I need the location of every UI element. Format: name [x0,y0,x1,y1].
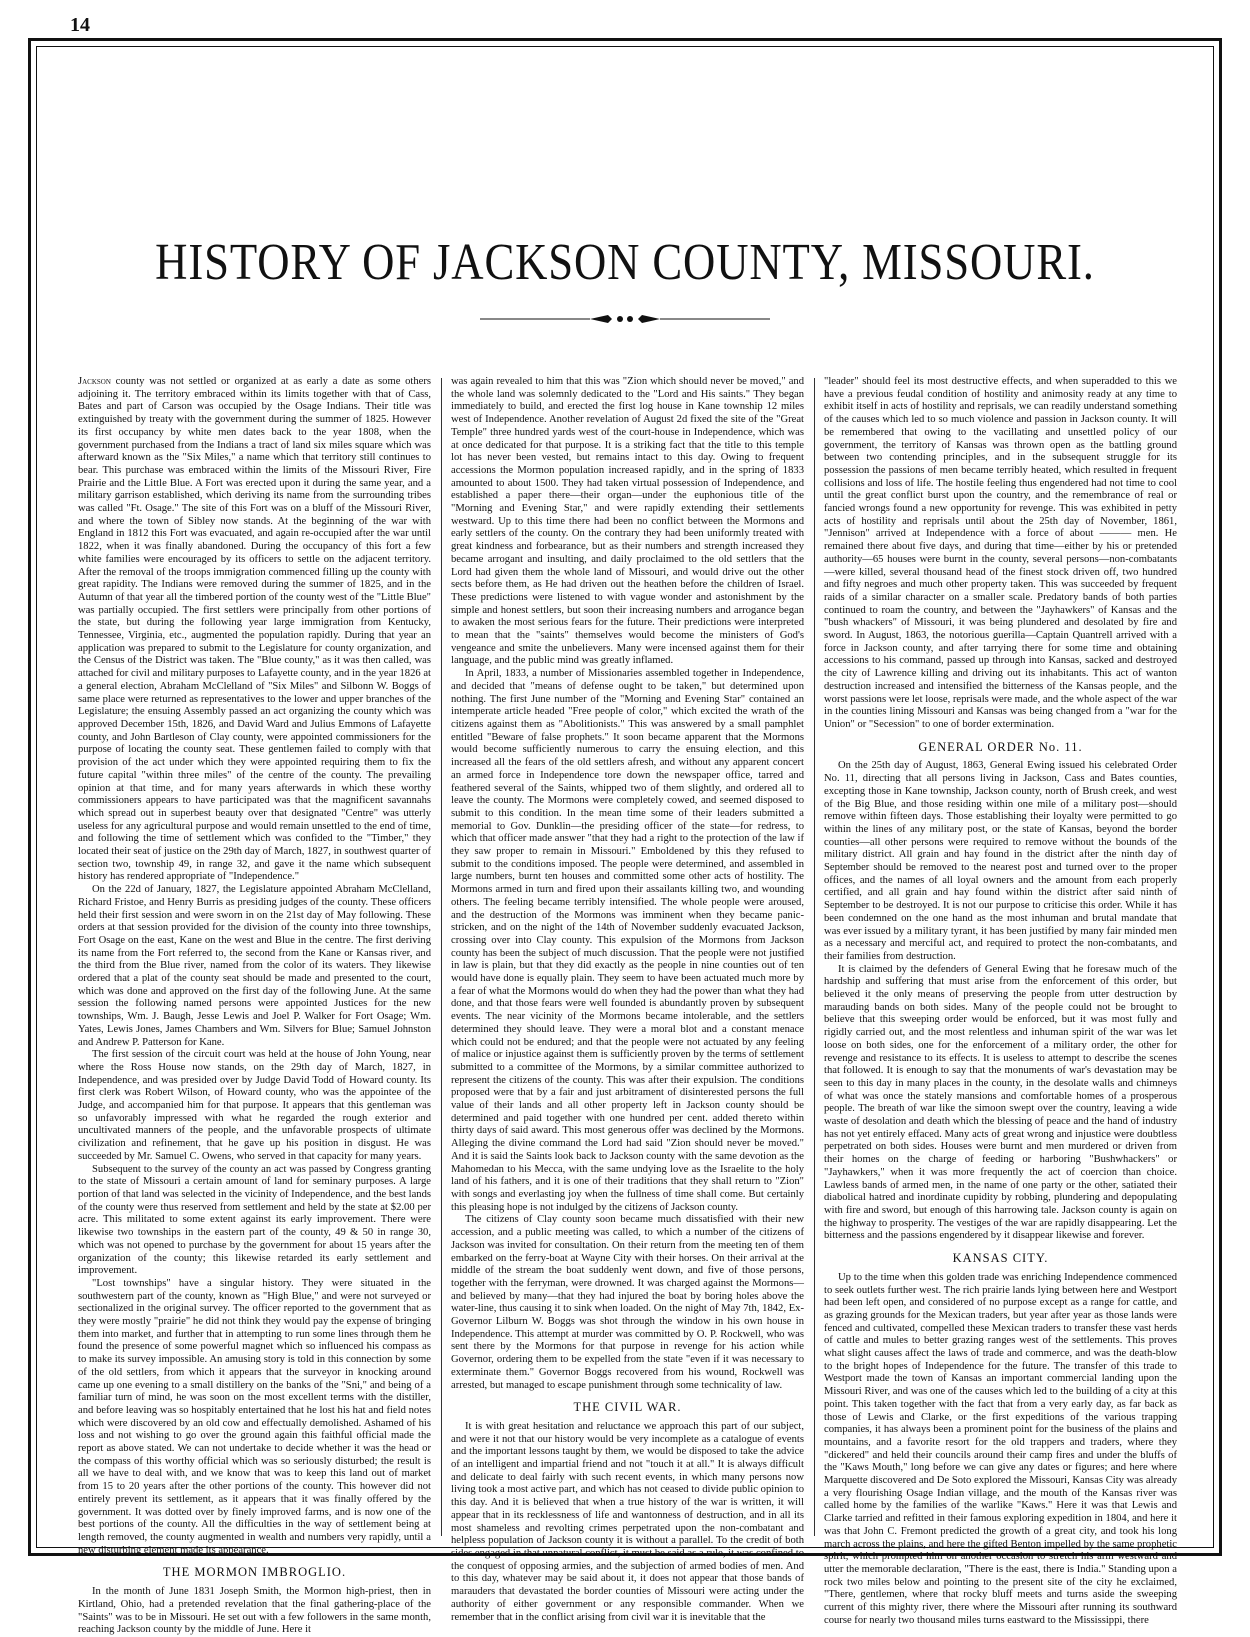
paragraph-text: county was not settled or organized at as early a date as some others adjoining it. The territory embraced within its limits together with that of Cass, Bates and part of Carson was occupied by the Osage Indians. Their title was extinguished by treaty with the government during the summer of 1825. However its first occupancy by white men dates back to the year 1808, when the government purchased from the Indians a tract of land six miles square which was afterward known as the "Six Miles," a name which that territory still continues to bear. This purchase was embraced within the limits of the Missouri River, Fire Prairie and the Little Blue. A Fort was erected upon it during the same year, and a military garrison established, which deriving its name from the surrounding tribes was called "Ft. Osage." The site of this Fort was on a bluff of the Missouri River, and where the town of Sibley now stands. At the beginning of the war with England in 1812 this Fort was evacuated, and again re-occupied after the war until 1822, when it was finally abandoned. During the occupancy of this fort a few white families were encouraged by its officers to settle on the adjacent territory. After the removal of the troops immigration commenced filling up the county with great rapidity. The Indians were removed during the summer of 1825, and in the Autumn of that year all the timbered portion of the county west of the "Little Blue" was partially occupied. The first settlers were principally from other portions of the state, but during the following year large immigration from Kentucky, Tennessee, Virginia, etc., augmented the population rapidly. During that year an application was prepared to submit to the Legislature for county organization, and the Census of the District was taken. The "Blue county," as it was then called, was attached for civil and military purposes to Lafayette county, and in the year 1826 at a general election, Abraham McClelland of "Six Miles" and Silbonn W. Boggs of same place were returned as representatives to the lower and upper branches of the Legislature; the ensuing Assembly passed an act organizing the county which was approved December 15th, 1826, and David Ward and Julius Emmons of Lafayette county, and John Bartleson of Clay county, were appointed commissioners for the purpose of locating the county seat. These gentlemen failed to comply with that provision of the act under which they were appointed requiring them to fix the future capital "within three miles" of the centre of the county. The prevailing opinion at that time, and for many years afterwards in which these worthy commissioners appears to have participated was that the magnificent savannahs which spread out in superbest beauty over that designated "Centre" was utterly useless for any agricultural purpose and would remain unsettled to the end of time, and following the time of settlement which was confided to the "Timber," they located their seat of justice on the 29th day of March, 1827, in southwest quarter of section two, township 49, in range 32, and gave it the name which subsequent history has rendered appropriate of "Independence." [78,376,432,883]
section-heading-civil-war: THE CIVIL WAR. [573,1400,682,1415]
section-heading-mormon: THE MORMON IMBROGLIO. [162,1565,347,1580]
paragraph: On the 25th day of August, 1863, General Ewing issued his celebrated Order No. 11, directing that all persons living in Jackson, Cass and Bates counties, excepting those in Kane township, Jackson county, north of Brush creek, and west of the Big Blue, and those residing within one mile of a military post—should remove within fifteen days. Those establishing their loyalty were permitted to go within the lines of any military post, or the state of Kansas, beyond the border counties—all other persons were required to remove without the bounds of the military district. All grain and hay found in the district after the ninth day of September should be removed to the nearest post and turned over to the proper offices, and the names of all loyal owners and the amount from each properly certified, and all grain and hay found within the district after said ninth of September to be destroyed. It is not our purpose to criticise this order. While it has been condemned on the one hand as the most inhuman and brutal mandate that was ever issued by a military tyrant, it has been justified by many fair minded men as a necessary and merciful act, and required to protect the non-combatants, and their families from destruction. [824,760,1177,962]
paragraph: Subsequent to the survey of the county an act was passed by Congress granting to the state of Missouri a certain amount of land for seminary purposes. A large portion of that land was selected in the vicinity of Independence, and the best lands of the county were thus reserved from settlement and held by the state at $2.00 per acre. This militated to some extent against its early improvement. There were likewise two townships in the eastern part of the county, 49 & 50 in range 30, which was not opened to purchase by the government for about 15 years after the organization of the county; this likewise retarded its early settlement and improvement. [78,1163,431,1277]
column-1 [78,376,432,1636]
ornament-divider [480,312,770,326]
paragraph: In the month of June 1831 Joseph Smith, the Mormon high-priest, then in Kirtland, Ohio, had a pretended revelation that the final gathering-place of the "Saints" was to be in Missouri. He set out with a few followers in the same month, reaching Jackson county by the middle of June. Here it [78,1586,431,1636]
paragraph: The citizens of Clay county soon became much dissatisfied with their new accession, and a public meeting was called, to which a number of the citizens of Jackson was invited for consultation. On their return from the meeting ten of them embarked on the ferry-boat at Wayne City with their horses. On their arrival at the middle of the stream the boat suddenly went down, and five of those persons, together with the ferryman, were drowned. It was charged against the Mormons—and believed by many—that they had injured the boat by boring holes above the water-line, thus causing it to sink when loaded. On the night of May 7th, 1842, Ex-Governor Lilburn W. Boggs was shot through the window in his own house in Independence. This attempt at murder was committed by O. P. Rockwell, who was sent there by the Mormons for that purpose in revenge for his action while Governor, ordering them to be expelled from the state "even if it was necessary to exterminate them." Governor Boggs recovered from his wound, Rockwell was arrested, but managed to escape punishment through some technicality of law. [451,1214,804,1391]
column-2 [451,376,804,1623]
section-heading-kansas-city: KANSAS CITY. [952,1251,1049,1266]
paragraph: "Lost townships" have a singular history. They were situated in the southwestern part of the county, known as "High Blue," and were not surveyed or sectionalized in the original survey. The officer reported to the government that as they were mostly "prairie" he did not think they would pay the expense of bringing them into market, and further that in attempting to run some lines through them he found the presence of some powerful magnet which so influenced his compass as to make its survey impossible. An amusing story is told in this connection by some of the old settlers, from which it appears that the surveyor in knocking around came up one evening to a small distillery on the banks of the "Sni," and being of a familiar turn of mind, he was soon on the most excellent terms with the distiller, and before leaving was so hospitably entertained that he lost his hat and field notes which were discovered by an old cow and effectually demolished. Ashamed of his loss and not wishing to go over the ground again this faithful official made the report as above stated. We can not undertake to decide whether it was the head or the compass of this worthy official which was so seriously disturbed; the result is all we have to deal with, and we know that was to keep this land out of market from 15 to 20 years after the other portions of the county. This however did not entirely prevent its settlement, as it appears that it was finally offered by the government. It was dotted over by finely improved farms, and is now one of the best portions of the county. All the difficulties in the way of settlement being at length removed, the county augmented in wealth and numbers very rapidly, until a new disturbing element made its appearance. [78,1277,431,1556]
paragraph: It is with great hesitation and reluctance we approach this part of our subject, and were it not that our history would be very incomplete as a catalogue of events and the important lessons taught by them, we would be disposed to take the advice of an intelligent and impartial friend and not "touch it at all." It is always difficult and delicate to deal fairly with such recent events, in which many persons now living took a most active part, and which has not ceased to divide public opinion to this day. And it is believed that when a true history of the war is written, it will appear that in its recklessness of life and wantonness of destruction, and in all its most shameless and revolting crimes perpetrated upon the non-combatant and helpless population of Jackson county it is without a parallel. To the credit of both sides engaged in that unnatural conflict, it must be said as a rule, it was confined to the conquest of opposing armies, and the subjection of armed bodies of men. And to this day, whatever may be said about it, it does not appear that those bands of marauders that devastated the border counties of Missouri were acting under the authority of either government or any responsible commander. When we remember that in the conflict arising from civil war it is inevitable that the [451,1420,804,1623]
column-3 [824,376,1178,1626]
paragraph: Up to the time when this golden trade was enriching Independence commenced to seek outlets further west. The rich prairie lands lying between here and Westport had been left open, and considered of no purpose except as a range for cattle, and as grazing grounds for the Mexican traders, but year after year as those lands were fenced and cultivated, compelled these Mexican traders to transfer these vast herds of cattle and mules to better grazing ranges west of the settlements. This proves what slight causes affect the laws of trade and commerce, and was the death-blow to the bright hopes of Independence for the future. The transfer of this trade to Westport made the town of Kansas an important commercial landing upon the Missouri River, and was one of the causes which led to the building of a city at this point. This taken together with the fact that from a very early day, as far back as those of Lewis and Clarke, or the first expeditions of the various trapping companies, it has always been a prominent point for the business of the plains and mountains, and a favorite resort for the old trappers and traders, where they "dickered" and held their councils around their camp fires and under the bluffs of the "Kaws Mouth," long before we can give any dates or figures; and here where Marquette discovered and De Soto explored the Missouri, Kansas City was already a very flourishing Osage Indian village, and the mouth of the Kansas river was called home by the families of the warlike "Kaws." Here it was that Lewis and Clarke tarried and refitted in their famous exploring expedition in 1804, and here it was that John C. Fremont predicted the growth of a great city, and took his long march across the plains, and here the gifted Benton impelled by the same prophetic spirit, which prompted him on another occasion to stretch his arm westward and utter the memorable declaration, "There is the east, there is India." Standing upon a rock two miles below and pointing to the present site of the city he exclaimed, "There, gentlemen, where that rocky bluff meets and turns aside the sweeping current of this mighty river, there where the Missouri after running its southward course for nearly two thousand miles turns eastward to the Mississippi, there [824,1271,1177,1626]
article-body [78,376,1178,1636]
section-heading-general-order: GENERAL ORDER No. 11. [918,739,1083,754]
lead-word: Jackson [78,376,111,387]
page-title: HISTORY OF JACKSON COUNTY, MISSOURI. [155,233,1095,291]
paragraph: On the 22d of January, 1827, the Legislature appointed Abraham McClelland, Richard Fristoe, and Henry Burris as presiding judges of the county. These officers held their first session and were sworn in on the 21st day of May following. These orders at that session provided for the division of the county into three townships, Fort Osage on the east, Kane on the west and Blue in the centre. The first deriving its name from the Fort referred to, the second from the Kane or Kansas river, and the third from the Blue river, named from the color of its waters. They likewise ordered that a plat of the county seat should be made and presented to the court, which was done and approved on the first day of the following June. At the same session the following named persons were appointed Justices for the new townships, Wm. J. Baugh, Jesse Lewis and Joel P. Walker for Fort Osage; Wm. Yates, Lewis Jones, James Chambers and Wm. Silvers for Blue; Samuel Johnston and Andrew P. Patterson for Kane. [78,884,431,1048]
paragraph: In April, 1833, a number of Missionaries assembled together in Independence, and decided that "means of defense ought to be taken," but determined upon nothing. The first June number of the "Morning and Evening Star" contained an intemperate article headed "Free people of color," which excited the wrath of the citizens against them as "Abolitionists." This was answered by a small pamphlet entitled "Beware of false prophets." It soon became apparent that the Mormons would become sufficiently numerous to carry the ensuing election, and this increased all the fears of the old settlers afresh, and without any apparent concert an armed force in Independence tore down the newspaper office, tarred and feathered several of the Saints, whipped two of them slightly, and ordered all to leave the county. The Mormons were completely cowed, and seemed disposed to submit to this condition. In the mean time some of their leaders submitted a memorial to Gov. Dunklin—the presiding officer of the state—for redress, to which that officer made answer "that they had a right to the protection of the law if they saw proper to remain in Missouri." Emboldened by this they refused to submit to the conditions imposed. The people were determined, and assembled in large numbers, burnt ten houses and committed some other acts of hostility. The Mormons armed in turn and fired upon their assailants killing two, and wounding others. The feeling became terribly intensified. The whole people were aroused, and the destruction of the Mormons was imminent when they became panic-stricken, and on the night of the 14th of November suddenly evacuated Jackson, crossing over into Clay county. This expulsion of the Mormons from Jackson county has been the subject of much discussion. That the people were not justified in law is plain, but that they did exactly as the people in nine counties out of ten would have done is equally plain. They seem to have been actuated much more by a fear of what the Mormons would do when they had the power than what they had done, and that those fears were well founded is abundantly proven by subsequent events. The near vicinity of the Mormons became intolerable, and the settlers determined they should leave. They were a moral blot and a constant menace which could not be endured; and that the people were not actuated by any feeling of malice or injustice against them is sufficiently proven by the terms of settlement submitted to a committee of the Mormons, by a similar committee authorized to represent the citizens of the county. This was after their expulsion. The conditions proposed were that by a fair and just arbitrament of disinterested persons the full value of their lands and all other property left in Jackson county should be determined and paid together with one hundred per cent. added thereto within thirty days of said award. This most generous offer was declined by the Mormons. Alleging the divine command the Lord had said "Zion should never be moved." And it is said the Saints look back to Jackson county with the same devotion as the Mahomedan to his Mecca, with the same undying love as the Israelite to the holy land of his fathers, and it is one of their traditions that they shall return to "Zion" with songs and everlasting joy when the fullness of time shall come. But certainly this pleasing hope is not indulged by the citizens of Jackson county. [451,668,804,1213]
paragraph: The first session of the circuit court was held at the house of John Young, near where the Ross House now stands, on the 29th day of March, 1827, in Independence, and was presided over by Judge David Todd of Howard county. Its first clerk was Robert Wilson, of Howard county, who was the appointee of the Judge, and accompanied him for that purpose. It appears that this gentleman was so unfavorably impressed with what he regarded the rough exterior and uncultivated manners of the people, and the unfavorable prospects of ultimate civilization and refinement, that he gave up his position in disgust. He was succeeded by Mr. Samuel C. Owens, who served in that capacity for many years. [78,1049,431,1162]
page-number: 14 [70,14,90,36]
paragraph: "leader" should feel its most destructive effects, and when superadded to this we have a previous feudal condition of hostility and animosity ready at any time to exhibit itself in acts of hostility and reprisals, we can readily understand something of the causes which led to so much violence and passion in Jackson county. It will be remembered that owing to the vacillating and unsettled policy of our government, the territory of Kansas was thrown open as the battling ground between two contending principles, and in the subsequent struggle for its possession the passions of men became terribly heated, which resulted in frequent collisions and loss of life. The hostile feeling thus engendered had not time to cool until the great conflict burst upon the country, and the remembrance of real or fancied wrongs found a new opportunity for revenge. This was exhibited in petty acts of hostility and reprisals until about the 25th day of November, 1861, "Jennison" arrived at Independence with a force of about ——— men. He remained there about five days, and during that time—either by his or pretended authority—65 houses were burnt in the county, several persons—non-combatants—were killed, several thousand head of the finest stock driven off, two hundred and fifty negroes and much other property taken. This was succeeded by frequent raids of a similar character on a smaller scale. Predatory bands of both parties continued to roam the country, and between the "Jayhawkers" of Kansas and the "bush whackers" of Missouri, it was being plundered and desolated by fire and sword. In August, 1863, the notorious guerilla—Captain Quantrell arrived with a force in Jackson county, and after tarrying there for some time and obtaining accessions to his command, passed up through into Kansas, sacked and destroyed the city of Lawrence killing and driving out its inhabitants. This act of wanton destruction increased and intensified the bitterness of the Kansas people, and the worst passions were let loose, reprisals were made, and the whole aspect of the war in the counties lining Missouri and Kansas was being changed from a "war for the Union" or "Secession" to one of border extermination. [824,376,1178,730]
paragraph: It is claimed by the defenders of General Ewing that he foresaw much of the hardship and suffering that must arise from the enforcement of this order, but believed it the only means of preserving the people from utter destruction by marauding bands on both sides. Many of the people could not be brought to believe that this sweeping order would be enforced, but it was most fully and rigidly carried out, and the most relentless and inhuman spirit of the war was let loose on both sides, one for the enforcement of a military order, the other for revenge and resistance to its effects. It is useless to attempt to describe the scenes that followed. It is enough to say that the monuments of war's devastation may be seen to this day in many places in the county, in the desolate walls and chimneys of what was once the stately mansions and comfortable homes of a prosperous people. The breath of war like the simoon swept over the country, leaving a wide waste of desolation and death which the blessing of peace and the hand of industry has not yet entirely effaced. Many acts of great wrong and injustice were doubtless perpetrated on both sides. Houses were burnt and men murdered or driven from their homes on the charge of feeding or harboring "Bushwhackers" or "Jayhawkers," when it was more frequently the act of coercion than choice. Lawless bands of armed men, in the name of one party or the other, satiated their diabolical hatred and inordinate cupidity by robbing, plundering and depopulating with fire and sword, but enough of this harrowing tale. Jackson county is again on the highway to prosperity. The vestiges of the war are rapidly disappearing. Let the bitterness and the passions engendered by it disappear likewise and forever. [824,963,1177,1242]
paragraph [78,376,431,884]
paragraph: was again revealed to him that this was "Zion which should never be moved," and the whole land was solemnly dedicated to the "Lord and His saints." They began immediately to build, and erected the first log house in Kane township 12 miles west of Independence. Another revelation of August 2d fixed the site of the "Great Temple" three hundred yards west of the court-house in Independence, which was at once dedicated for that purpose. It is a striking fact that the title to this temple lot has never been vested, but remains intact to this day. Owing to frequent accessions the Mormon population increased rapidly, and in the spring of 1833 amounted to about 1500. They had taken virtual possession of Independence, and established a paper there—their organ—under the euphonious title of the "Morning and Evening Star," and were rapidly extending their settlements westward. Up to this time there had been no conflict between the Mormons and early settlers of the county. On the contrary they had been uniformly treated with great kindness and forbearance, but as their numbers and strength increased they became arrogant and insulting, and daily proclaimed to the old settlers that the Lord had given them the whole land of Missouri, and would drive out the other sects before them, as He had driven out the heathen before the children of Israel. These predictions were listened to with vague wonder and astonishment by the simple and honest settlers, but soon their increasing numbers and arrogance began to awaken the most serious fears for the future. Their predictions were interpreted to mean that the "saints" themselves would become the ministers of God's vengeance and smite the unbelievers. Many were incensed against them for their language, and the public mind was greatly inflamed. [451,376,804,667]
